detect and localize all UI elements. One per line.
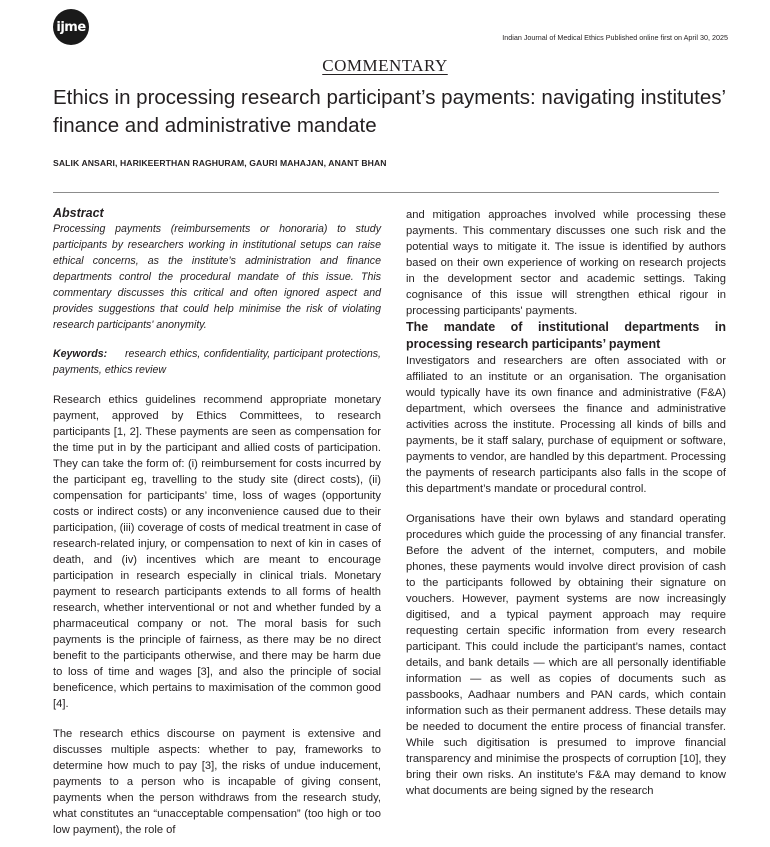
- abstract-text: Processing payments (reimbursements or honoraria) to study participants by researchers working in institutional setups can raise ethical concerns, as the institute’s administration and finance departments control the procedural mandate of this issue. This commentary discusses this critical and often ignored aspect and provides suggestions that could help minimise the risk of violating research participants' anonymity.: [53, 223, 381, 331]
- body-paragraph: The research ethics discourse on payment is extensive and discusses multiple aspects: whether to pay, frameworks to determine how much to pay [3], the risks of undue inducement, payments to a person who is incapable of giving consent, payments when the person withdraws from the research study, what constitutes an “unacceptable compensation” (too high or too low payment), the role of: [53, 728, 381, 836]
- keywords-label: Keywords:: [53, 348, 108, 360]
- journal-publication-line: Indian Journal of Medical Ethics Published online first on April 30, 2025: [502, 33, 728, 42]
- section-label: [0, 56, 770, 76]
- section-heading: The mandate of institutional departments in processing research participants’ payment: [406, 320, 726, 351]
- right-column: [406, 207, 726, 799]
- body-paragraph: Research ethics guidelines recommend appropriate monetary payment, approved by Ethics Committees, to research participants [1, 2]. These payments are seen as compensation for the time put in by the participant and allied costs of participation. They can take the form of: (i) reimbursement for costs incurred by the participant eg, travelling to the study site (direct costs), (ii) compensation for participants’ time, loss of wages (opportunity costs or indirect costs) or any inconvenience caused due to their participation, (iii) coverage of costs of medical treatment in case of research-related injury, or compensation to next of kin in cases of death, and (iv) incentives which are meant to encourage participation in research especially in clinical trials. Monetary payment to research participants extends to all forms of health research, whether interventional or not and whether funded by a pharmaceutical company or not. The moral basis for such payments is the principle of fairness, as there may be no direct benefit to the participants otherwise, and there may be harm due to loss of time and wages [3], and also the principle of social beneficence, which pertains to maximisation of the common good [4].: [53, 394, 381, 710]
- body-paragraph: Organisations have their own bylaws and standard operating procedures which guide the processing of any financial transfer. Before the advent of the internet, computers, and mobile phones, these payments would involve direct provision of cash to the participants followed by obtaining their signature on vouchers. However, payment systems are now increasingly digitised, and a typical payment approach may require requesting certain specific information from every research participant. This could include the participant’s names, contact details, and bank details — which are all personally identifiable information — as well as copies of documents such as passbooks, Aadhaar numbers and PAN cards, which contain information such as their permanent address. These details may be needed to document the entire process of financial transfer. While such digitisation is presumed to improve financial transparency and minimise the prospects of corruption [10], they bring their own risks. An institute's F&A may demand to know what documents are being signed by the research: [406, 513, 726, 797]
- keywords-list: research ethics, confidentiality, participant protections, payments, ethics review: [53, 348, 381, 376]
- section-label-text: COMMENTARY: [322, 56, 448, 75]
- body-paragraph: and mitigation approaches involved while processing these payments. This commentary discusses one such risk and the potential ways to mitigate it. The issue is identified by authors based on their own experience of working on research projects in the development sector and academic settings. Taking cognisance of this issue will strengthen ethical rigour in processing participants' payments.: [406, 209, 726, 317]
- abstract-heading: Abstract: [53, 206, 104, 220]
- article-title: Ethics in processing research participant’s payments: navigating institutes’ finance and administrative mandate: [53, 86, 726, 137]
- journal-logo: ijme: [53, 9, 89, 45]
- header-divider: [53, 192, 719, 193]
- author-list: SALIK ANSARI, HARIKEERTHAN RAGHURAM, GAURI MAHAJAN, ANANT BHAN: [53, 158, 387, 168]
- left-column: [53, 205, 381, 838]
- body-paragraph: Investigators and researchers are often associated with or affiliated to an institute or an organisation. The organisation would typically have its own finance and administrative (F&A) department, which oversees the finance and administrative activities across the institute. Processing all kinds of bills and payments, be it staff salary, purchase of equipment or software, payments to vendor, are handled by this department. Processing the payments of research participants also falls in the scope of this department’s mandate or procedural control.: [406, 355, 726, 495]
- keywords: [53, 346, 381, 378]
